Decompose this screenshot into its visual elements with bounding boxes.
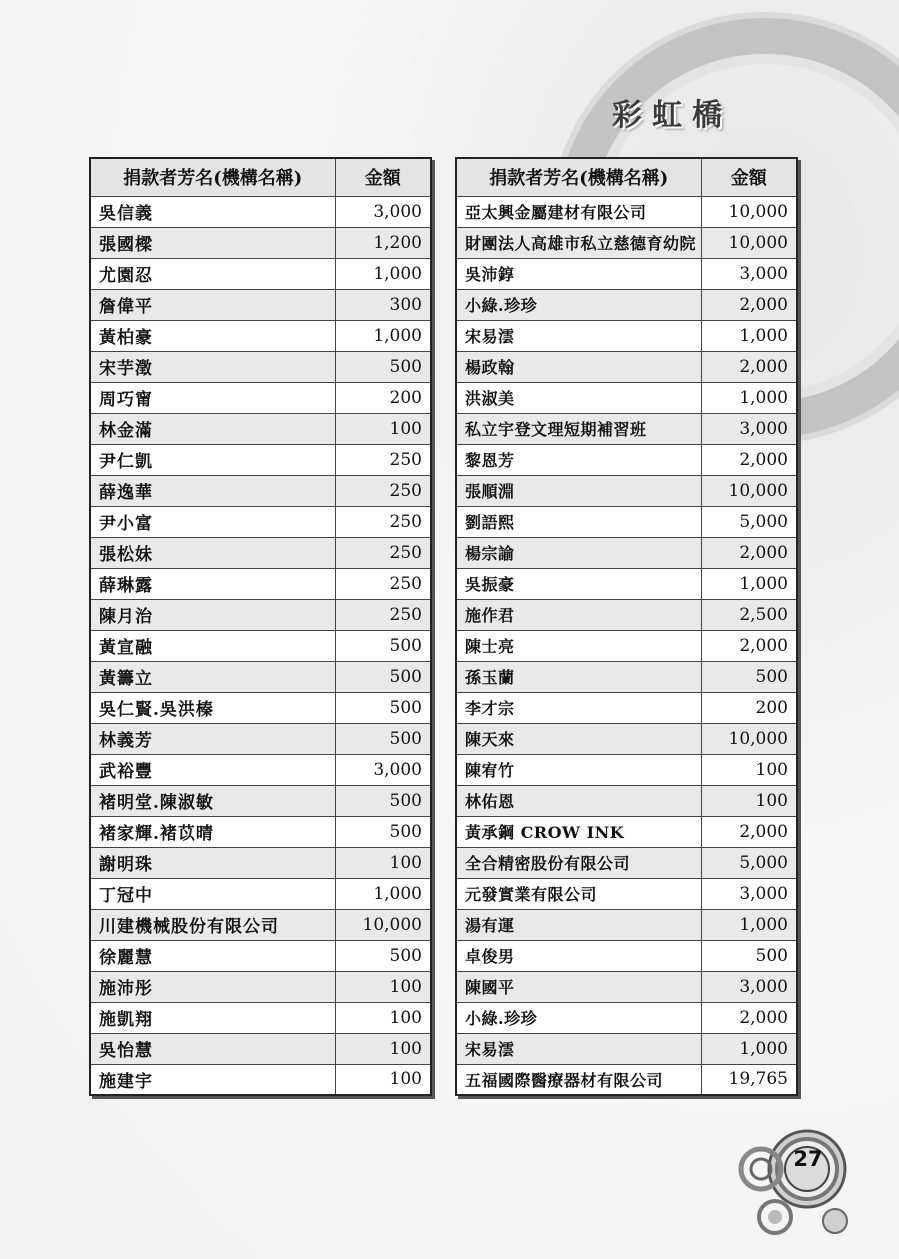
donor-name: 褚明堂.陳淑敏 (90, 785, 335, 816)
donation-amount: 500 (335, 785, 431, 816)
donation-amount: 1,000 (701, 568, 797, 599)
donor-name: 褚家輝.褚苡晴 (90, 816, 335, 847)
donation-amount: 1,000 (335, 320, 431, 351)
table-row (456, 692, 797, 723)
donor-name: 施凱翔 (90, 1002, 335, 1033)
donor-name: 林義芳 (90, 723, 335, 754)
donor-name: 川建機械股份有限公司 (90, 909, 335, 940)
donor-name: 全合精密股份有限公司 (456, 847, 701, 878)
donor-name: 施沛彤 (90, 971, 335, 1002)
donation-amount: 500 (335, 816, 431, 847)
table-row (456, 847, 797, 878)
donor-name: 小綠.珍珍 (456, 289, 701, 320)
donation-amount: 250 (335, 444, 431, 475)
table-row (456, 320, 797, 351)
table-row (90, 382, 431, 413)
donation-amount: 500 (701, 940, 797, 971)
donor-name: 陳宥竹 (456, 754, 701, 785)
table-row (90, 878, 431, 909)
donor-name: 陳月治 (90, 599, 335, 630)
column-header-amount: 金額 (701, 158, 797, 196)
table-header-row (90, 158, 431, 196)
table-row (90, 785, 431, 816)
table-row (456, 506, 797, 537)
donor-name: 孫玉蘭 (456, 661, 701, 692)
donor-name: 林佑恩 (456, 785, 701, 816)
donor-name: 黃承鋼 CROW INK (456, 816, 701, 847)
table-row (90, 599, 431, 630)
donation-amount: 1,000 (335, 258, 431, 289)
donation-amount: 100 (701, 785, 797, 816)
section-title: 彩虹橋 (612, 98, 732, 133)
table-row (90, 320, 431, 351)
donation-amount: 500 (701, 661, 797, 692)
table-row (90, 1064, 431, 1095)
donor-name: 元發實業有限公司 (456, 878, 701, 909)
donation-amount: 2,000 (701, 351, 797, 382)
donation-amount: 100 (335, 1002, 431, 1033)
donor-name: 吳沛錞 (456, 258, 701, 289)
table-row (456, 909, 797, 940)
donor-table-left-body (90, 196, 431, 1095)
donor-table-right-body (456, 196, 797, 1095)
donation-amount: 3,000 (701, 971, 797, 1002)
donation-amount: 100 (335, 847, 431, 878)
donor-name: 洪淑美 (456, 382, 701, 413)
donor-name: 吳信義 (90, 196, 335, 227)
table-row (90, 444, 431, 475)
donation-amount: 500 (335, 630, 431, 661)
donation-amount: 1,000 (701, 909, 797, 940)
donor-name: 私立宇登文理短期補習班 (456, 413, 701, 444)
donation-amount: 500 (335, 661, 431, 692)
table-row (456, 382, 797, 413)
donor-name: 張國樑 (90, 227, 335, 258)
table-row (90, 289, 431, 320)
donation-amount: 10,000 (701, 196, 797, 227)
donor-name: 劉語熙 (456, 506, 701, 537)
donation-amount: 1,000 (701, 382, 797, 413)
table-row (456, 878, 797, 909)
donor-name: 詹偉平 (90, 289, 335, 320)
donor-name: 陳士亮 (456, 630, 701, 661)
donor-name: 黎恩芳 (456, 444, 701, 475)
donor-name: 尤園忍 (90, 258, 335, 289)
table-row (456, 630, 797, 661)
donor-name: 財團法人高雄市私立慈德育幼院 (456, 227, 701, 258)
donor-name: 卓俊男 (456, 940, 701, 971)
donation-amount: 500 (335, 723, 431, 754)
table-row (456, 723, 797, 754)
donation-amount: 3,000 (335, 754, 431, 785)
donor-name: 李才宗 (456, 692, 701, 723)
donation-amount: 250 (335, 506, 431, 537)
donation-amount: 3,000 (335, 196, 431, 227)
donor-name: 宋芋澂 (90, 351, 335, 382)
table-row (456, 971, 797, 1002)
table-row (90, 537, 431, 568)
table-row (456, 475, 797, 506)
table-row (90, 847, 431, 878)
table-row (456, 785, 797, 816)
table-row (456, 940, 797, 971)
donor-name: 黃宣融 (90, 630, 335, 661)
donation-amount: 500 (335, 692, 431, 723)
table-row (90, 692, 431, 723)
donor-name: 黃籌立 (90, 661, 335, 692)
donor-name: 丁冠中 (90, 878, 335, 909)
table-row (456, 754, 797, 785)
donor-name: 薛逸華 (90, 475, 335, 506)
table-row (456, 1033, 797, 1064)
donation-amount: 250 (335, 475, 431, 506)
donation-amount: 200 (701, 692, 797, 723)
donation-amount: 1,000 (701, 1033, 797, 1064)
donor-name: 宋易澐 (456, 1033, 701, 1064)
donation-amount: 1,000 (701, 320, 797, 351)
donation-amount: 100 (335, 971, 431, 1002)
donation-amount: 250 (335, 537, 431, 568)
table-row (90, 227, 431, 258)
donation-amount: 1,000 (335, 878, 431, 909)
donation-amount: 500 (335, 940, 431, 971)
table-row (90, 351, 431, 382)
donation-amount: 10,000 (335, 909, 431, 940)
donation-amount: 2,000 (701, 1002, 797, 1033)
page-badge-decoration (735, 1125, 855, 1245)
table-row (456, 537, 797, 568)
table-row (90, 661, 431, 692)
donation-amount: 500 (335, 351, 431, 382)
table-row (90, 568, 431, 599)
table-header-row (456, 158, 797, 196)
table-row (90, 723, 431, 754)
donor-name: 陳國平 (456, 971, 701, 1002)
table-row (90, 630, 431, 661)
table-row (456, 196, 797, 227)
donor-name: 施作君 (456, 599, 701, 630)
donor-name: 林金滿 (90, 413, 335, 444)
table-row (456, 1064, 797, 1095)
table-row (90, 196, 431, 227)
donation-amount: 10,000 (701, 227, 797, 258)
donation-amount: 250 (335, 599, 431, 630)
donor-name: 徐麗慧 (90, 940, 335, 971)
donation-amount: 2,000 (701, 537, 797, 568)
donation-amount: 10,000 (701, 475, 797, 506)
donor-name: 周巧甯 (90, 382, 335, 413)
donor-table-right (455, 157, 798, 1096)
donation-amount: 2,000 (701, 444, 797, 475)
table-row (90, 1002, 431, 1033)
donation-amount: 300 (335, 289, 431, 320)
donation-amount: 2,000 (701, 630, 797, 661)
column-header-amount: 金額 (335, 158, 431, 196)
donation-amount: 100 (335, 413, 431, 444)
table-row (90, 940, 431, 971)
donor-name: 武裕豐 (90, 754, 335, 785)
table-row (90, 909, 431, 940)
donor-name: 張松妹 (90, 537, 335, 568)
donor-name: 楊宗諭 (456, 537, 701, 568)
donation-amount: 200 (335, 382, 431, 413)
page-number: 27 (793, 1147, 823, 1171)
donor-name: 陳天來 (456, 723, 701, 754)
column-header-name: 捐款者芳名(機構名稱) (90, 158, 335, 196)
donation-amount: 19,765 (701, 1064, 797, 1095)
donor-name: 薛琳露 (90, 568, 335, 599)
donation-amount: 1,200 (335, 227, 431, 258)
donation-amount: 3,000 (701, 258, 797, 289)
table-row (90, 754, 431, 785)
table-row (456, 599, 797, 630)
donation-amount: 2,000 (701, 816, 797, 847)
donation-amount: 3,000 (701, 878, 797, 909)
donor-name: 謝明珠 (90, 847, 335, 878)
table-row (456, 816, 797, 847)
donation-amount: 100 (335, 1033, 431, 1064)
table-row (456, 289, 797, 320)
table-row (90, 1033, 431, 1064)
donation-amount: 2,000 (701, 289, 797, 320)
donor-name: 施建宇 (90, 1064, 335, 1095)
table-row (456, 351, 797, 382)
donor-name: 張順淵 (456, 475, 701, 506)
donor-name: 吳怡慧 (90, 1033, 335, 1064)
table-row (456, 413, 797, 444)
table-row (456, 227, 797, 258)
donation-amount: 100 (701, 754, 797, 785)
table-row (456, 1002, 797, 1033)
donor-name: 楊政翰 (456, 351, 701, 382)
donor-name: 吳振豪 (456, 568, 701, 599)
table-row (90, 413, 431, 444)
donor-name: 吳仁賢.吳洪榛 (90, 692, 335, 723)
donor-name: 宋易澐 (456, 320, 701, 351)
donation-amount: 3,000 (701, 413, 797, 444)
table-row (456, 568, 797, 599)
table-row (90, 816, 431, 847)
table-row (456, 258, 797, 289)
table-row (90, 258, 431, 289)
donor-name: 亞太興金屬建材有限公司 (456, 196, 701, 227)
donation-amount: 5,000 (701, 847, 797, 878)
donation-amount: 5,000 (701, 506, 797, 537)
donor-table-left (89, 157, 432, 1096)
donor-name: 尹仁凱 (90, 444, 335, 475)
donor-name: 湯有運 (456, 909, 701, 940)
donation-amount: 100 (335, 1064, 431, 1095)
table-row (90, 971, 431, 1002)
column-header-name: 捐款者芳名(機構名稱) (456, 158, 701, 196)
donation-amount: 10,000 (701, 723, 797, 754)
donor-name: 小綠.珍珍 (456, 1002, 701, 1033)
donation-amount: 250 (335, 568, 431, 599)
donor-name: 五福國際醫療器材有限公司 (456, 1064, 701, 1095)
donor-name: 尹小富 (90, 506, 335, 537)
table-row (90, 506, 431, 537)
table-row (90, 475, 431, 506)
table-row (456, 661, 797, 692)
donation-amount: 2,500 (701, 599, 797, 630)
donor-name: 黃柏豪 (90, 320, 335, 351)
table-row (456, 444, 797, 475)
